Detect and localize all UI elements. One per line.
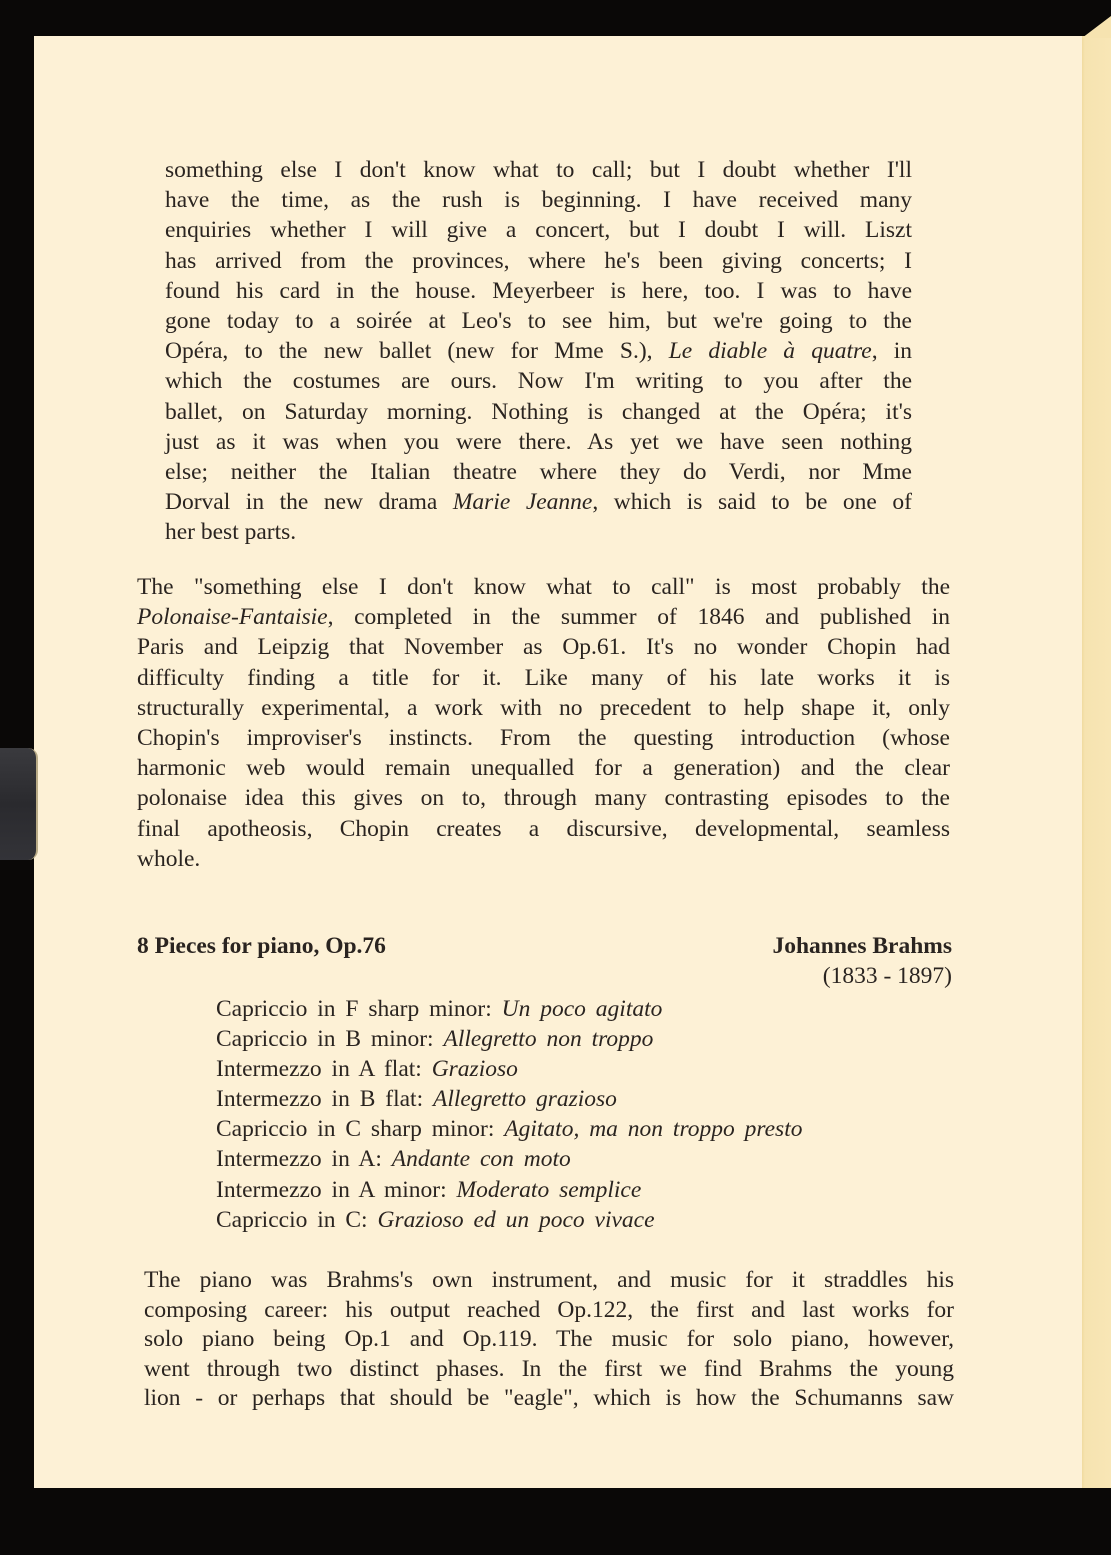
text-line: have the time, as the rush is beginning. I have received many xyxy=(165,187,912,214)
tempo-marking: Un poco agitato xyxy=(501,996,663,1022)
letter-quote xyxy=(165,155,912,548)
text-line: structurally experimental, a work with no precedent to help shape it, only xyxy=(137,694,950,721)
piece-title: Intermezzo in A minor: xyxy=(216,1176,457,1203)
work-title: Polonaise-Fantaisie xyxy=(137,604,328,631)
text-run: , completed in the summer of 1846 and published in xyxy=(327,604,950,631)
tempo-marking: Moderato semplice xyxy=(456,1176,642,1203)
piece-title: Capriccio in C: xyxy=(216,1206,378,1233)
piece-title: Intermezzo in A: xyxy=(216,1146,392,1173)
text-line: harmonic web would remain unequalled for a generation) and the clear xyxy=(137,755,950,782)
list-item xyxy=(216,1024,802,1054)
text-line: Paris and Leipzig that November as Op.61. It's no wonder Chopin had xyxy=(137,634,950,661)
text-line: The piano was Brahms's own instrument, and music for it straddles his xyxy=(144,1267,954,1293)
text-line: difficulty finding a title for it. Like many of his late works it is xyxy=(137,664,950,691)
text-line: enquiries whether I will give a concert, but I doubt I will. Liszt xyxy=(165,217,912,244)
drama-title: Marie Jeanne xyxy=(452,489,593,516)
list-item xyxy=(216,1054,802,1084)
text-line: polonaise idea this gives on to, through many contrasting episodes to the xyxy=(137,785,950,812)
tempo-marking: Andante con moto xyxy=(391,1146,571,1173)
text-line: her best parts. xyxy=(165,519,297,546)
tempo-marking: Grazioso ed un poco vivace xyxy=(377,1206,655,1233)
text-line: went through two distinct phases. In the first we find Brahms the young xyxy=(144,1355,954,1382)
piece-title: Capriccio in F sharp minor: xyxy=(216,996,502,1022)
text-line xyxy=(137,602,950,632)
text-line: gone today to a soirée at Leo's to see him, but we're going to the xyxy=(165,308,912,335)
list-item xyxy=(216,1084,802,1114)
text-line: ballet, on Saturday morning. Nothing is changed at the Opéra; it's xyxy=(165,398,912,425)
text-line: something else I don't know what to call; but I doubt whether I'll xyxy=(165,157,912,183)
text-line: has arrived from the provinces, where he's been giving concerts; I xyxy=(165,247,912,274)
chopin-commentary xyxy=(137,572,950,874)
text-run: , which is said to be one of xyxy=(592,489,912,516)
text-run: , in xyxy=(871,338,913,365)
text-line: which the costumes are ours. Now I'm writing to you after the xyxy=(165,368,912,395)
text-line: final apotheosis, Chopin creates a discursive, developmental, seamless xyxy=(137,815,950,842)
pieces-list xyxy=(216,994,802,1235)
ballet-title: Le diable à quatre xyxy=(668,338,872,365)
list-item xyxy=(216,1175,802,1205)
page-edge xyxy=(1082,36,1111,1488)
section-heading xyxy=(137,933,952,989)
text-run: Opéra, to the new ballet (new for Mme S.), xyxy=(165,338,669,365)
page-corner xyxy=(1082,16,1111,38)
text-line: else; neither the Italian theatre where they do Verdi, nor Mme xyxy=(165,459,912,486)
text-run: Dorval in the new drama xyxy=(165,489,453,516)
piece-title: Capriccio in B minor: xyxy=(216,1026,444,1053)
text-line: just as it was when you were there. As yet we have seen nothing xyxy=(165,428,912,455)
list-item xyxy=(216,1205,802,1235)
tempo-marking: Grazioso xyxy=(431,1056,518,1083)
composer-name: Johannes Brahms xyxy=(772,933,952,959)
tempo-marking: Allegretto non troppo xyxy=(443,1026,654,1053)
text-line: whole. xyxy=(137,845,201,872)
text-line: found his card in the house. Meyerbeer is here, too. I was to have xyxy=(165,277,912,304)
piece-title: Intermezzo in B flat: xyxy=(216,1086,433,1113)
tempo-marking: Allegretto grazioso xyxy=(432,1086,617,1113)
list-item xyxy=(216,1114,802,1144)
tempo-marking: Agitato, ma non troppo presto xyxy=(504,1116,803,1143)
composer-dates: (1833 - 1897) xyxy=(822,963,952,989)
text-line: The "something else I don't know what to call" is most probably the xyxy=(137,574,950,600)
text-line: Chopin's improviser's instincts. From the questing introduction (whose xyxy=(137,725,950,752)
list-item xyxy=(216,1144,802,1174)
piece-title: Intermezzo in A flat: xyxy=(216,1056,432,1083)
text-line xyxy=(165,336,912,366)
text-line: lion - or perhaps that should be "eagle", which is how the Schumanns saw xyxy=(144,1385,954,1412)
text-line: solo piano being Op.1 and Op.119. The music for solo piano, however, xyxy=(144,1326,954,1353)
brahms-commentary xyxy=(144,1266,954,1414)
text-line xyxy=(165,487,912,517)
text-line: composing career: his output reached Op.122, the first and last works for xyxy=(144,1296,954,1323)
piece-title: Capriccio in C sharp minor: xyxy=(216,1116,505,1143)
work-heading: 8 Pieces for piano, Op.76 xyxy=(137,933,386,959)
binder-clip xyxy=(0,748,38,860)
list-item xyxy=(216,994,802,1024)
